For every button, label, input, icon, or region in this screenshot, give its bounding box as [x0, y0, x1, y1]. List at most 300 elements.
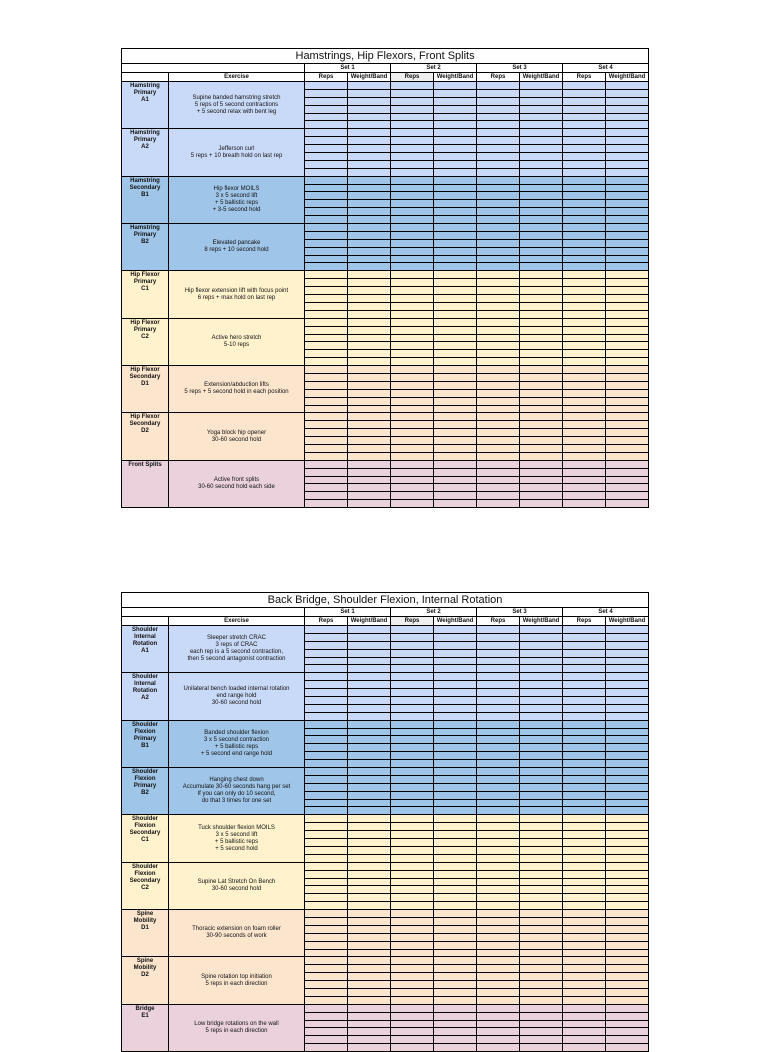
reps-entry-cell[interactable] — [391, 791, 434, 799]
weight-entry-cell[interactable] — [348, 500, 391, 508]
reps-entry-cell[interactable] — [305, 712, 348, 720]
reps-entry-cell[interactable] — [563, 350, 606, 358]
reps-entry-cell[interactable] — [391, 231, 434, 239]
reps-entry-cell[interactable] — [305, 129, 348, 137]
weight-entry-cell[interactable] — [606, 862, 649, 870]
reps-entry-cell[interactable] — [563, 168, 606, 176]
weight-entry-cell[interactable] — [520, 113, 563, 121]
weight-entry-cell[interactable] — [434, 949, 477, 957]
weight-entry-cell[interactable] — [348, 768, 391, 776]
reps-entry-cell[interactable] — [563, 752, 606, 760]
reps-entry-cell[interactable] — [391, 397, 434, 405]
reps-entry-cell[interactable] — [563, 405, 606, 413]
reps-entry-cell[interactable] — [305, 941, 348, 949]
reps-entry-cell[interactable] — [391, 89, 434, 97]
weight-entry-cell[interactable] — [434, 807, 477, 815]
weight-entry-cell[interactable] — [520, 704, 563, 712]
weight-entry-cell[interactable] — [348, 1036, 391, 1044]
weight-entry-cell[interactable] — [348, 949, 391, 957]
weight-entry-cell[interactable] — [606, 720, 649, 728]
reps-entry-cell[interactable] — [563, 484, 606, 492]
reps-entry-cell[interactable] — [305, 429, 348, 437]
weight-entry-cell[interactable] — [606, 82, 649, 90]
weight-entry-cell[interactable] — [520, 807, 563, 815]
weight-entry-cell[interactable] — [520, 231, 563, 239]
reps-entry-cell[interactable] — [477, 429, 520, 437]
reps-entry-cell[interactable] — [391, 831, 434, 839]
reps-entry-cell[interactable] — [391, 381, 434, 389]
weight-entry-cell[interactable] — [606, 145, 649, 153]
weight-entry-cell[interactable] — [434, 224, 477, 232]
weight-entry-cell[interactable] — [606, 334, 649, 342]
reps-entry-cell[interactable] — [477, 854, 520, 862]
weight-entry-cell[interactable] — [606, 1028, 649, 1036]
reps-entry-cell[interactable] — [477, 791, 520, 799]
weight-entry-cell[interactable] — [520, 208, 563, 216]
reps-entry-cell[interactable] — [305, 389, 348, 397]
weight-entry-cell[interactable] — [348, 894, 391, 902]
weight-entry-cell[interactable] — [348, 933, 391, 941]
reps-entry-cell[interactable] — [391, 168, 434, 176]
weight-entry-cell[interactable] — [606, 89, 649, 97]
reps-entry-cell[interactable] — [563, 302, 606, 310]
reps-entry-cell[interactable] — [563, 799, 606, 807]
weight-entry-cell[interactable] — [434, 500, 477, 508]
weight-entry-cell[interactable] — [606, 468, 649, 476]
weight-entry-cell[interactable] — [606, 476, 649, 484]
weight-entry-cell[interactable] — [520, 310, 563, 318]
weight-entry-cell[interactable] — [606, 247, 649, 255]
reps-entry-cell[interactable] — [391, 160, 434, 168]
weight-entry-cell[interactable] — [434, 492, 477, 500]
reps-entry-cell[interactable] — [563, 129, 606, 137]
reps-entry-cell[interactable] — [391, 862, 434, 870]
reps-entry-cell[interactable] — [477, 231, 520, 239]
reps-entry-cell[interactable] — [391, 720, 434, 728]
weight-entry-cell[interactable] — [606, 949, 649, 957]
weight-entry-cell[interactable] — [520, 839, 563, 847]
reps-entry-cell[interactable] — [305, 334, 348, 342]
reps-entry-cell[interactable] — [305, 82, 348, 90]
weight-entry-cell[interactable] — [434, 397, 477, 405]
reps-entry-cell[interactable] — [305, 97, 348, 105]
weight-entry-cell[interactable] — [348, 452, 391, 460]
reps-entry-cell[interactable] — [477, 310, 520, 318]
weight-entry-cell[interactable] — [348, 358, 391, 366]
reps-entry-cell[interactable] — [305, 184, 348, 192]
reps-entry-cell[interactable] — [391, 697, 434, 705]
reps-entry-cell[interactable] — [305, 870, 348, 878]
reps-entry-cell[interactable] — [391, 839, 434, 847]
reps-entry-cell[interactable] — [391, 799, 434, 807]
reps-entry-cell[interactable] — [391, 208, 434, 216]
weight-entry-cell[interactable] — [348, 965, 391, 973]
reps-entry-cell[interactable] — [477, 720, 520, 728]
reps-entry-cell[interactable] — [477, 208, 520, 216]
weight-entry-cell[interactable] — [520, 775, 563, 783]
reps-entry-cell[interactable] — [305, 839, 348, 847]
reps-entry-cell[interactable] — [391, 405, 434, 413]
weight-entry-cell[interactable] — [434, 736, 477, 744]
weight-entry-cell[interactable] — [434, 681, 477, 689]
weight-entry-cell[interactable] — [606, 1012, 649, 1020]
weight-entry-cell[interactable] — [348, 878, 391, 886]
weight-entry-cell[interactable] — [348, 823, 391, 831]
reps-entry-cell[interactable] — [391, 704, 434, 712]
weight-entry-cell[interactable] — [434, 318, 477, 326]
weight-entry-cell[interactable] — [348, 1012, 391, 1020]
weight-entry-cell[interactable] — [348, 831, 391, 839]
weight-entry-cell[interactable] — [348, 168, 391, 176]
weight-entry-cell[interactable] — [606, 1044, 649, 1052]
weight-entry-cell[interactable] — [434, 121, 477, 129]
reps-entry-cell[interactable] — [305, 153, 348, 161]
reps-entry-cell[interactable] — [391, 176, 434, 184]
reps-entry-cell[interactable] — [477, 839, 520, 847]
weight-entry-cell[interactable] — [606, 421, 649, 429]
weight-entry-cell[interactable] — [434, 484, 477, 492]
weight-entry-cell[interactable] — [606, 113, 649, 121]
weight-entry-cell[interactable] — [434, 82, 477, 90]
weight-entry-cell[interactable] — [520, 925, 563, 933]
reps-entry-cell[interactable] — [477, 389, 520, 397]
weight-entry-cell[interactable] — [434, 452, 477, 460]
weight-entry-cell[interactable] — [606, 200, 649, 208]
weight-entry-cell[interactable] — [434, 925, 477, 933]
weight-entry-cell[interactable] — [434, 129, 477, 137]
reps-entry-cell[interactable] — [305, 326, 348, 334]
reps-entry-cell[interactable] — [305, 145, 348, 153]
reps-entry-cell[interactable] — [305, 1012, 348, 1020]
reps-entry-cell[interactable] — [391, 649, 434, 657]
reps-entry-cell[interactable] — [391, 200, 434, 208]
reps-entry-cell[interactable] — [477, 413, 520, 421]
weight-entry-cell[interactable] — [348, 846, 391, 854]
reps-entry-cell[interactable] — [477, 902, 520, 910]
weight-entry-cell[interactable] — [348, 389, 391, 397]
reps-entry-cell[interactable] — [477, 326, 520, 334]
weight-entry-cell[interactable] — [434, 468, 477, 476]
reps-entry-cell[interactable] — [563, 831, 606, 839]
reps-entry-cell[interactable] — [391, 673, 434, 681]
reps-entry-cell[interactable] — [391, 689, 434, 697]
weight-entry-cell[interactable] — [520, 153, 563, 161]
reps-entry-cell[interactable] — [305, 736, 348, 744]
reps-entry-cell[interactable] — [391, 665, 434, 673]
weight-entry-cell[interactable] — [434, 752, 477, 760]
weight-entry-cell[interactable] — [348, 799, 391, 807]
weight-entry-cell[interactable] — [434, 665, 477, 673]
weight-entry-cell[interactable] — [520, 846, 563, 854]
weight-entry-cell[interactable] — [520, 965, 563, 973]
reps-entry-cell[interactable] — [477, 271, 520, 279]
weight-entry-cell[interactable] — [348, 437, 391, 445]
reps-entry-cell[interactable] — [305, 247, 348, 255]
reps-entry-cell[interactable] — [391, 97, 434, 105]
reps-entry-cell[interactable] — [563, 894, 606, 902]
weight-entry-cell[interactable] — [348, 444, 391, 452]
reps-entry-cell[interactable] — [563, 224, 606, 232]
reps-entry-cell[interactable] — [305, 854, 348, 862]
reps-entry-cell[interactable] — [391, 760, 434, 768]
reps-entry-cell[interactable] — [391, 846, 434, 854]
weight-entry-cell[interactable] — [520, 728, 563, 736]
weight-entry-cell[interactable] — [348, 224, 391, 232]
reps-entry-cell[interactable] — [477, 452, 520, 460]
reps-entry-cell[interactable] — [477, 373, 520, 381]
weight-entry-cell[interactable] — [606, 326, 649, 334]
weight-entry-cell[interactable] — [348, 689, 391, 697]
weight-entry-cell[interactable] — [348, 925, 391, 933]
weight-entry-cell[interactable] — [520, 184, 563, 192]
reps-entry-cell[interactable] — [563, 105, 606, 113]
weight-entry-cell[interactable] — [434, 957, 477, 965]
weight-entry-cell[interactable] — [606, 917, 649, 925]
reps-entry-cell[interactable] — [563, 665, 606, 673]
weight-entry-cell[interactable] — [606, 500, 649, 508]
reps-entry-cell[interactable] — [391, 728, 434, 736]
weight-entry-cell[interactable] — [606, 846, 649, 854]
reps-entry-cell[interactable] — [563, 153, 606, 161]
reps-entry-cell[interactable] — [477, 697, 520, 705]
reps-entry-cell[interactable] — [305, 783, 348, 791]
weight-entry-cell[interactable] — [520, 1036, 563, 1044]
reps-entry-cell[interactable] — [563, 886, 606, 894]
weight-entry-cell[interactable] — [520, 373, 563, 381]
reps-entry-cell[interactable] — [477, 381, 520, 389]
reps-entry-cell[interactable] — [563, 295, 606, 303]
reps-entry-cell[interactable] — [391, 153, 434, 161]
reps-entry-cell[interactable] — [477, 113, 520, 121]
reps-entry-cell[interactable] — [305, 224, 348, 232]
weight-entry-cell[interactable] — [520, 405, 563, 413]
weight-entry-cell[interactable] — [520, 1028, 563, 1036]
reps-entry-cell[interactable] — [477, 160, 520, 168]
weight-entry-cell[interactable] — [606, 910, 649, 918]
reps-entry-cell[interactable] — [477, 476, 520, 484]
reps-entry-cell[interactable] — [563, 712, 606, 720]
reps-entry-cell[interactable] — [477, 917, 520, 925]
reps-entry-cell[interactable] — [477, 397, 520, 405]
weight-entry-cell[interactable] — [606, 105, 649, 113]
weight-entry-cell[interactable] — [434, 1044, 477, 1052]
reps-entry-cell[interactable] — [305, 957, 348, 965]
weight-entry-cell[interactable] — [348, 350, 391, 358]
weight-entry-cell[interactable] — [348, 263, 391, 271]
weight-entry-cell[interactable] — [520, 121, 563, 129]
weight-entry-cell[interactable] — [434, 823, 477, 831]
reps-entry-cell[interactable] — [305, 295, 348, 303]
reps-entry-cell[interactable] — [563, 279, 606, 287]
weight-entry-cell[interactable] — [348, 839, 391, 847]
reps-entry-cell[interactable] — [305, 760, 348, 768]
weight-entry-cell[interactable] — [606, 452, 649, 460]
reps-entry-cell[interactable] — [563, 421, 606, 429]
reps-entry-cell[interactable] — [563, 492, 606, 500]
reps-entry-cell[interactable] — [477, 105, 520, 113]
reps-entry-cell[interactable] — [563, 917, 606, 925]
weight-entry-cell[interactable] — [434, 839, 477, 847]
weight-entry-cell[interactable] — [520, 421, 563, 429]
reps-entry-cell[interactable] — [563, 1044, 606, 1052]
reps-entry-cell[interactable] — [477, 121, 520, 129]
reps-entry-cell[interactable] — [391, 476, 434, 484]
reps-entry-cell[interactable] — [305, 752, 348, 760]
reps-entry-cell[interactable] — [563, 200, 606, 208]
weight-entry-cell[interactable] — [520, 910, 563, 918]
reps-entry-cell[interactable] — [305, 413, 348, 421]
weight-entry-cell[interactable] — [606, 902, 649, 910]
reps-entry-cell[interactable] — [391, 350, 434, 358]
weight-entry-cell[interactable] — [434, 334, 477, 342]
reps-entry-cell[interactable] — [477, 941, 520, 949]
weight-entry-cell[interactable] — [434, 342, 477, 350]
reps-entry-cell[interactable] — [477, 129, 520, 137]
weight-entry-cell[interactable] — [348, 429, 391, 437]
weight-entry-cell[interactable] — [434, 200, 477, 208]
reps-entry-cell[interactable] — [563, 373, 606, 381]
weight-entry-cell[interactable] — [520, 988, 563, 996]
weight-entry-cell[interactable] — [520, 129, 563, 137]
weight-entry-cell[interactable] — [348, 176, 391, 184]
reps-entry-cell[interactable] — [563, 681, 606, 689]
weight-entry-cell[interactable] — [606, 775, 649, 783]
weight-entry-cell[interactable] — [348, 145, 391, 153]
weight-entry-cell[interactable] — [434, 326, 477, 334]
weight-entry-cell[interactable] — [434, 712, 477, 720]
reps-entry-cell[interactable] — [477, 649, 520, 657]
weight-entry-cell[interactable] — [348, 287, 391, 295]
weight-entry-cell[interactable] — [606, 1004, 649, 1012]
reps-entry-cell[interactable] — [477, 444, 520, 452]
reps-entry-cell[interactable] — [477, 626, 520, 634]
reps-entry-cell[interactable] — [305, 807, 348, 815]
weight-entry-cell[interactable] — [348, 247, 391, 255]
weight-entry-cell[interactable] — [606, 965, 649, 973]
weight-entry-cell[interactable] — [606, 925, 649, 933]
reps-entry-cell[interactable] — [477, 239, 520, 247]
reps-entry-cell[interactable] — [305, 255, 348, 263]
weight-entry-cell[interactable] — [606, 641, 649, 649]
weight-entry-cell[interactable] — [434, 870, 477, 878]
reps-entry-cell[interactable] — [305, 468, 348, 476]
reps-entry-cell[interactable] — [563, 760, 606, 768]
weight-entry-cell[interactable] — [606, 744, 649, 752]
reps-entry-cell[interactable] — [305, 373, 348, 381]
weight-entry-cell[interactable] — [348, 302, 391, 310]
weight-entry-cell[interactable] — [348, 97, 391, 105]
weight-entry-cell[interactable] — [348, 815, 391, 823]
weight-entry-cell[interactable] — [434, 279, 477, 287]
reps-entry-cell[interactable] — [391, 287, 434, 295]
weight-entry-cell[interactable] — [520, 917, 563, 925]
reps-entry-cell[interactable] — [305, 421, 348, 429]
reps-entry-cell[interactable] — [391, 886, 434, 894]
reps-entry-cell[interactable] — [563, 326, 606, 334]
weight-entry-cell[interactable] — [606, 444, 649, 452]
reps-entry-cell[interactable] — [391, 366, 434, 374]
reps-entry-cell[interactable] — [391, 271, 434, 279]
reps-entry-cell[interactable] — [477, 783, 520, 791]
reps-entry-cell[interactable] — [477, 823, 520, 831]
weight-entry-cell[interactable] — [606, 168, 649, 176]
weight-entry-cell[interactable] — [520, 981, 563, 989]
reps-entry-cell[interactable] — [563, 468, 606, 476]
reps-entry-cell[interactable] — [391, 121, 434, 129]
reps-entry-cell[interactable] — [477, 421, 520, 429]
weight-entry-cell[interactable] — [434, 460, 477, 468]
weight-entry-cell[interactable] — [520, 358, 563, 366]
weight-entry-cell[interactable] — [348, 910, 391, 918]
weight-entry-cell[interactable] — [606, 996, 649, 1004]
reps-entry-cell[interactable] — [391, 373, 434, 381]
weight-entry-cell[interactable] — [520, 878, 563, 886]
weight-entry-cell[interactable] — [434, 728, 477, 736]
reps-entry-cell[interactable] — [563, 633, 606, 641]
weight-entry-cell[interactable] — [606, 484, 649, 492]
weight-entry-cell[interactable] — [520, 783, 563, 791]
weight-entry-cell[interactable] — [606, 712, 649, 720]
reps-entry-cell[interactable] — [305, 965, 348, 973]
weight-entry-cell[interactable] — [606, 799, 649, 807]
weight-entry-cell[interactable] — [520, 894, 563, 902]
reps-entry-cell[interactable] — [477, 633, 520, 641]
reps-entry-cell[interactable] — [477, 460, 520, 468]
reps-entry-cell[interactable] — [477, 89, 520, 97]
weight-entry-cell[interactable] — [606, 633, 649, 641]
reps-entry-cell[interactable] — [391, 145, 434, 153]
weight-entry-cell[interactable] — [606, 1036, 649, 1044]
weight-entry-cell[interactable] — [348, 752, 391, 760]
reps-entry-cell[interactable] — [563, 231, 606, 239]
weight-entry-cell[interactable] — [434, 176, 477, 184]
weight-entry-cell[interactable] — [434, 697, 477, 705]
weight-entry-cell[interactable] — [520, 444, 563, 452]
weight-entry-cell[interactable] — [434, 413, 477, 421]
weight-entry-cell[interactable] — [606, 397, 649, 405]
reps-entry-cell[interactable] — [391, 681, 434, 689]
reps-entry-cell[interactable] — [391, 263, 434, 271]
reps-entry-cell[interactable] — [391, 302, 434, 310]
reps-entry-cell[interactable] — [391, 1044, 434, 1052]
reps-entry-cell[interactable] — [305, 89, 348, 97]
weight-entry-cell[interactable] — [434, 208, 477, 216]
weight-entry-cell[interactable] — [348, 468, 391, 476]
weight-entry-cell[interactable] — [606, 216, 649, 224]
weight-entry-cell[interactable] — [520, 791, 563, 799]
reps-entry-cell[interactable] — [305, 846, 348, 854]
reps-entry-cell[interactable] — [563, 925, 606, 933]
reps-entry-cell[interactable] — [477, 752, 520, 760]
reps-entry-cell[interactable] — [391, 358, 434, 366]
weight-entry-cell[interactable] — [520, 342, 563, 350]
weight-entry-cell[interactable] — [348, 397, 391, 405]
reps-entry-cell[interactable] — [305, 279, 348, 287]
weight-entry-cell[interactable] — [348, 200, 391, 208]
reps-entry-cell[interactable] — [391, 129, 434, 137]
weight-entry-cell[interactable] — [434, 153, 477, 161]
weight-entry-cell[interactable] — [348, 295, 391, 303]
reps-entry-cell[interactable] — [391, 633, 434, 641]
weight-entry-cell[interactable] — [606, 783, 649, 791]
reps-entry-cell[interactable] — [477, 657, 520, 665]
weight-entry-cell[interactable] — [520, 720, 563, 728]
weight-entry-cell[interactable] — [520, 831, 563, 839]
weight-entry-cell[interactable] — [520, 145, 563, 153]
weight-entry-cell[interactable] — [520, 437, 563, 445]
weight-entry-cell[interactable] — [348, 720, 391, 728]
weight-entry-cell[interactable] — [434, 965, 477, 973]
